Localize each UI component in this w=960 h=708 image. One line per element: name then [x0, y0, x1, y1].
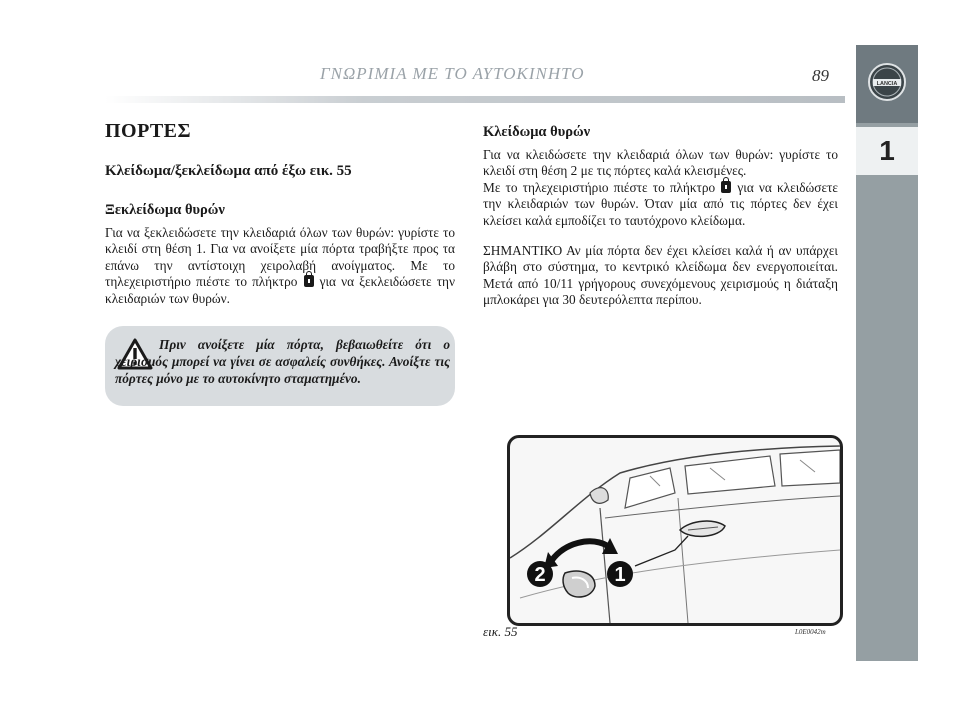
section-subtitle: Κλείδωμα/ξεκλείδωμα από έξω εικ. 55	[105, 163, 352, 179]
warning-text: Πριν ανοίξετε μία πόρτα, βεβαιωθείτε ότι ο χειρισμός μπορεί να γίνει σε ασφαλείς συνθήκες. Ανοίξτε τις πόρτες μόνο με το αυτοκίνητο σταματημένο.	[115, 337, 450, 386]
car-door-drawing	[510, 438, 840, 623]
section-title: ΠΟΡΤΕΣ	[105, 120, 192, 142]
unlock-paragraph	[105, 225, 455, 307]
chapter-number: 1	[856, 127, 918, 175]
right-column	[483, 124, 838, 323]
header-rule	[105, 96, 845, 103]
lock-paragraph-1: Για να κλειδώσετε την κλειδαριά όλων των θυρών: γυρίστε το κλειδί στη θέση 2 με τις πόρτες καλά κλεισμένες.	[483, 147, 838, 179]
important-note: ΣΗΜΑΝΤΙΚΟ Αν μία πόρτα δεν έχει κλείσει καλά ή αν υπάρχει βλάβη στο σύστημα, το κεντρικό κλείδωμα δεν ενεργοποιείται. Μετά από 10/11 γρήγορους συνεχόμενους χειρισμούς η διάταξη μπλοκάρει για 30 δευτερόλεπτα περίπου.	[483, 243, 838, 308]
lock-text-part1: Με το τηλεχειριστήριο πιέστε το πλήκτρο	[483, 179, 716, 195]
lock-paragraph-2	[483, 180, 838, 229]
lancia-logo-icon	[867, 62, 907, 102]
figure-car-door-illustration	[507, 435, 843, 626]
left-column	[105, 120, 455, 307]
unlock-button-icon	[304, 275, 314, 287]
marker-1: 1	[614, 564, 626, 586]
brand-logo-box	[856, 45, 918, 123]
page-number: 89	[812, 66, 829, 85]
running-header-title: ΓΝΩΡΙΜΙΑ ΜΕ ΤΟ ΑΥΤΟΚΙΝΗΤΟ	[320, 64, 585, 83]
lock-text-part2: για να κλειδώσετε την κλειδαριών των θυρών. Όταν μία από τις πόρτες δεν έχει κλείσει καλά εμποδίζει το ταυτόχρονο κλείδωμα.	[483, 179, 838, 228]
chapter-sidebar	[856, 45, 918, 661]
unlock-text-part2: για να ξεκλειδώσετε την κλειδαριών των θυρών.	[105, 274, 456, 306]
unlock-heading: Ξεκλείδωμα θυρών	[105, 202, 225, 218]
lock-button-icon	[721, 181, 731, 193]
warning-box	[105, 326, 455, 406]
unlock-text-part1: Για να ξεκλειδώσετε την κλειδαριά όλων των θυρών: γυρίστε το κλειδί στη θέση 1. Για να ανοίξετε μία πόρτα τραβήξτε προς τα επάνω την αντίστοιχη χειρολαβή ανοίγματος. Με το τηλεχειριστήριο πιέστε το πλήκτρο	[105, 225, 455, 290]
figure-code: L0E0042m	[795, 628, 826, 636]
figure-caption: εικ. 55	[483, 624, 518, 639]
marker-2: 2	[534, 564, 546, 586]
logo-text: LANCIA	[876, 81, 898, 87]
lock-heading: Κλείδωμα θυρών	[483, 124, 591, 140]
